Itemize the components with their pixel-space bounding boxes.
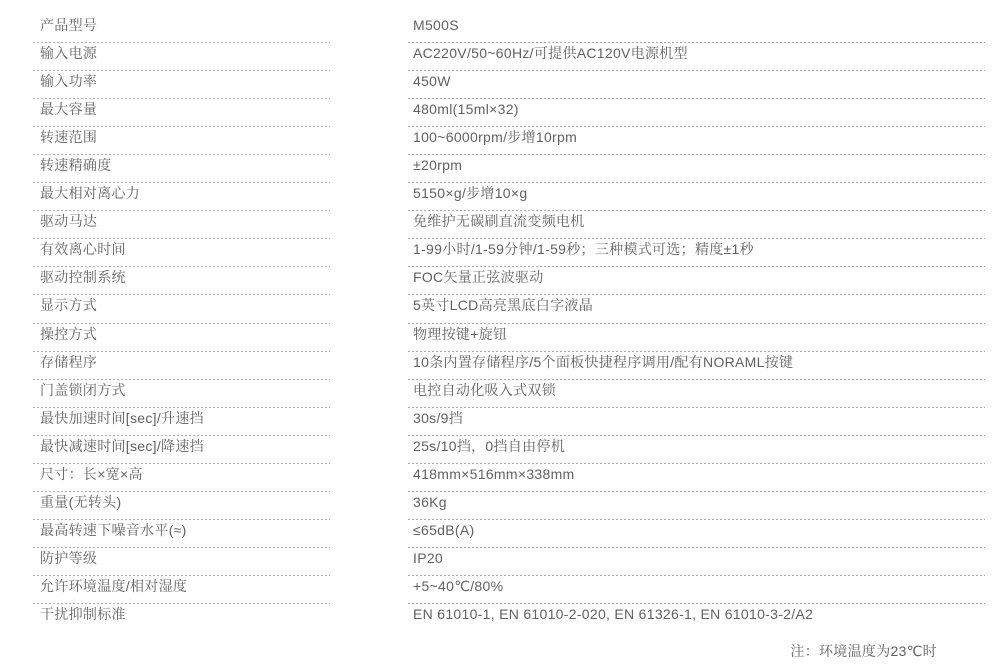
spec-label: 最快加速时间[sec]/升速挡 bbox=[33, 408, 330, 436]
spec-value: EN 61010-1, EN 61010-2-020, EN 61326-1, EN 61010-3-2/A2 bbox=[413, 605, 814, 622]
spec-row bbox=[0, 295, 999, 323]
column-gap bbox=[330, 492, 408, 520]
spec-value: 5150×g/步增10×g bbox=[408, 183, 985, 211]
spec-label: 驱动控制系统 bbox=[33, 267, 330, 295]
spec-label: 产品型号 bbox=[33, 15, 330, 43]
spec-label: 最大相对离心力 bbox=[33, 183, 330, 211]
spec-row bbox=[0, 604, 999, 632]
column-gap bbox=[330, 464, 408, 492]
column-gap bbox=[330, 127, 408, 155]
column-gap bbox=[330, 324, 408, 352]
spec-row bbox=[0, 267, 999, 295]
spec-value: AC220V/50~60Hz/可提供AC120V电源机型 bbox=[408, 43, 985, 71]
spec-value: ±20rpm bbox=[408, 155, 985, 183]
spec-row bbox=[0, 239, 999, 267]
spec-row bbox=[0, 520, 999, 548]
spec-label: 驱动马达 bbox=[33, 211, 330, 239]
spec-value: 物理按键+旋钮 bbox=[408, 324, 985, 352]
column-gap bbox=[330, 380, 408, 408]
spec-value: 10条内置存储程序/5个面板快捷程序调用/配有NORAML按键 bbox=[408, 352, 985, 380]
spec-value: +5~40℃/80% bbox=[408, 576, 985, 604]
spec-label: 门盖锁闭方式 bbox=[33, 380, 330, 408]
column-gap bbox=[330, 15, 408, 43]
spec-value: IP20 bbox=[408, 548, 985, 576]
column-gap bbox=[330, 576, 408, 604]
spec-label: 输入电源 bbox=[33, 43, 330, 71]
spec-label: 防护等级 bbox=[33, 548, 330, 576]
spec-label: 显示方式 bbox=[33, 295, 330, 323]
spec-value: 30s/9挡 bbox=[408, 408, 985, 436]
spec-label: 操控方式 bbox=[33, 324, 330, 352]
spec-label: 存储程序 bbox=[33, 352, 330, 380]
column-gap bbox=[330, 267, 408, 295]
spec-value: 1-99小时/1-59分钟/1-59秒；三种模式可选；精度±1秒 bbox=[408, 239, 985, 267]
spec-label: 尺寸：长×宽×高 bbox=[33, 464, 330, 492]
spec-value: 450W bbox=[408, 71, 985, 99]
spec-row bbox=[0, 155, 999, 183]
spec-row bbox=[0, 352, 999, 380]
spec-label: 干扰抑制标准 bbox=[40, 605, 126, 622]
spec-value: 5英寸LCD高亮黑底白字液晶 bbox=[408, 295, 985, 323]
spec-row bbox=[0, 492, 999, 520]
spec-row bbox=[0, 71, 999, 99]
spec-label: 最高转速下噪音水平(≈) bbox=[33, 520, 330, 548]
spec-row bbox=[0, 548, 999, 576]
spec-value: FOC矢量正弦波驱动 bbox=[408, 267, 985, 295]
spec-row bbox=[0, 380, 999, 408]
spec-row bbox=[0, 15, 999, 43]
spec-row bbox=[0, 127, 999, 155]
spec-value: 100~6000rpm/步增10rpm bbox=[408, 127, 985, 155]
spec-row bbox=[0, 183, 999, 211]
spec-label: 允许环境温度/相对湿度 bbox=[33, 576, 330, 604]
column-gap bbox=[330, 295, 408, 323]
column-gap bbox=[330, 548, 408, 576]
spec-row bbox=[0, 99, 999, 127]
column-gap bbox=[330, 408, 408, 436]
spec-row bbox=[0, 464, 999, 492]
column-gap bbox=[330, 43, 408, 71]
column-gap bbox=[330, 211, 408, 239]
column-gap bbox=[330, 520, 408, 548]
spec-value: 36Kg bbox=[408, 492, 985, 520]
column-gap bbox=[330, 436, 408, 464]
spec-value: 电控自动化吸入式双锁 bbox=[408, 380, 985, 408]
spec-row bbox=[0, 43, 999, 71]
column-gap bbox=[330, 155, 408, 183]
spec-row bbox=[0, 436, 999, 464]
spec-value: 免维护无碳刷直流变频电机 bbox=[408, 211, 985, 239]
spec-label: 重量(无转头) bbox=[33, 492, 330, 520]
spec-row bbox=[0, 576, 999, 604]
footnote: 注：环境温度为23℃时 bbox=[790, 643, 937, 660]
spec-value: 418mm×516mm×338mm bbox=[408, 464, 985, 492]
spec-label: 转速精确度 bbox=[33, 155, 330, 183]
column-gap bbox=[330, 352, 408, 380]
spec-label: 有效离心时间 bbox=[33, 239, 330, 267]
spec-row bbox=[0, 324, 999, 352]
column-gap bbox=[330, 183, 408, 211]
spec-value: M500S bbox=[408, 15, 985, 43]
column-gap bbox=[330, 99, 408, 127]
spec-label: 输入功率 bbox=[33, 71, 330, 99]
spec-label: 转速范围 bbox=[33, 127, 330, 155]
spec-row bbox=[0, 211, 999, 239]
spec-label: 最大容量 bbox=[33, 99, 330, 127]
column-gap bbox=[330, 239, 408, 267]
spec-label: 最快减速时间[sec]/降速挡 bbox=[33, 436, 330, 464]
spec-value: 25s/10挡，0挡自由停机 bbox=[408, 436, 985, 464]
column-gap bbox=[330, 604, 408, 632]
column-gap bbox=[330, 71, 408, 99]
spec-value: 480ml(15ml×32) bbox=[408, 99, 985, 127]
spec-value: ≤65dB(A) bbox=[408, 520, 985, 548]
spec-row bbox=[0, 408, 999, 436]
